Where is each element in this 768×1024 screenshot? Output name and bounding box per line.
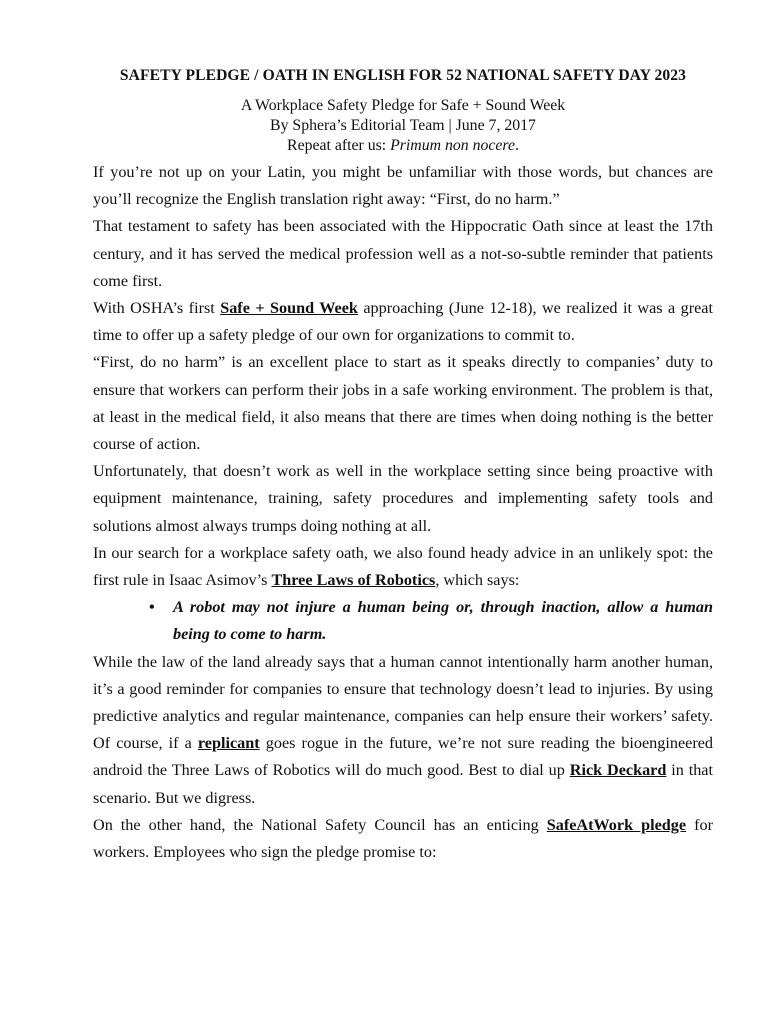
document-title: SAFETY PLEDGE / OATH IN ENGLISH FOR 52 NATIONAL SAFETY DAY 2023 [119,67,687,84]
paragraph-unfortunately: Unfortunately, that doesn’t work as well in the workplace setting since being proactive with equipment maintenance, training, safety procedures and implementing safety tools and solutions almost always trumps doing nothing at all. [93,462,713,535]
paragraph-law-of-land [93,649,713,812]
latin-phrase: Primum non nocere [390,137,515,154]
safe-sound-week-link[interactable]: Safe + Sound Week [220,299,358,318]
paragraph-latin-intro: If you’re not up on your Latin, you might be unfamiliar with those words, but chances are you’ll recognize the English translation right away: “First, do no harm.” [93,163,713,209]
paragraph-asimov [93,540,713,594]
robotics-rule-list [93,594,713,648]
article-byline: By Sphera’s Editorial Team | June 7, 2017 [270,117,536,134]
text-fragment: , which says: [435,571,520,590]
bullet-icon: • [149,598,155,617]
text-fragment: While the law of the land already says that a human cannot intentionally harm another human, it’s a good reminder for companies to ensure that technology doesn’t lead to injuries. By using predictive analytics and regular maintenance, companies can help ensure their workers’ safety. Of course, if a [93,652,713,753]
paragraph-first-do-no-harm: “First, do no harm” is an excellent place to start as it speaks directly to companies’ duty to ensure that workers can perform their jobs in a safe working environment. The problem is that, at least in the medical field, it also means that there are times when doing nothing is the better course of action. [93,353,713,454]
text-fragment: On the other hand, the National Safety Council has an enticing [93,815,547,834]
replicant-link[interactable]: replicant [197,734,260,753]
repeat-suffix: . [515,137,519,154]
repeat-prefix: Repeat after us: [287,137,391,154]
paragraph-hippocratic: That testament to safety has been associated with the Hippocratic Oath since at least the 17th century, and it has served the medical profession well as a not-so-subtle reminder that patients come first. [93,217,713,290]
text-fragment: With OSHA’s first [93,299,221,318]
text-fragment: goes rogue in the future, we’re not sure reading the bioengineered android the Three Laws of Robotics will do much good. Best to dial up [93,734,713,780]
rick-deckard-link[interactable]: Rick Deckard [569,761,667,780]
text-fragment: in that scenario. But we digress. [93,761,713,807]
three-laws-link[interactable]: Three Laws of Robotics [271,571,436,590]
article-subtitle: A Workplace Safety Pledge for Safe + Sound Week [240,97,566,114]
text-fragment: In our search for a workplace safety oath, we also found heady advice in an unlikely spot: the first rule in Isaac Asimov’s [93,543,713,590]
paragraph-osha [93,295,713,349]
robotics-rule-text: A robot may not injure a human being or, through inaction, allow a human being to come to harm. [173,598,713,644]
paragraph-nsc [93,812,713,866]
text-fragment: approaching (June 12-18), we realized it was a great time to offer up a safety pledge of our own for organizations to commit to. [93,299,713,345]
text-fragment: for workers. Employees who sign the pledge promise to: [93,815,713,862]
repeat-line [93,136,713,156]
list-item [149,594,713,648]
safeatwork-pledge-link[interactable]: SafeAtWork pledge [546,815,687,834]
